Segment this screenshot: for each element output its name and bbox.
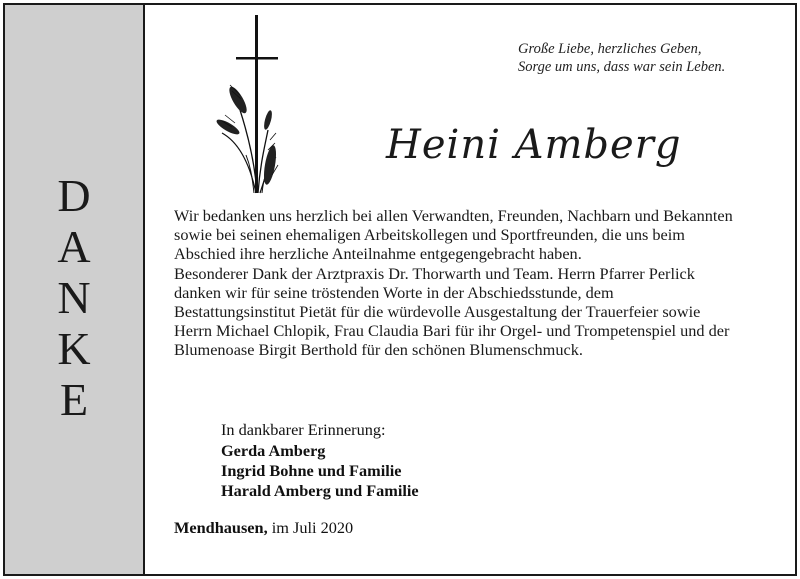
thanks-paragraph: Besonderer Dank der Arztpraxis Dr. Thorwarth und Team. Herrn Pfarrer Perlick danken wir für seine tröstenden Worte in der Abschiedsstunde, dem Bestattungsinstitut Pietät für die würdevolle Ausgestaltung der Trauerfeier sowie Herrn Michael Chlopik, Frau Claudia Bari für ihr Orgel- und Trompetenspiel und der Blumenoase Birgit Berthold für den schönen Blumenschmuck. (174, 263, 730, 360)
signatory: Ingrid Bohne und Familie (221, 461, 402, 480)
deceased-name: Heini Amberg (386, 122, 682, 168)
cross-with-wheat-icon (210, 15, 300, 205)
epitaph-quote (518, 40, 725, 76)
closing-label: In dankbarer Erinnerung: (221, 420, 386, 439)
quote-line: Große Liebe, herzliches Geben, (518, 41, 702, 57)
danke-letter: K (57, 323, 91, 374)
place-date-line (174, 518, 353, 538)
thanks-paragraph: Wir bedanken uns herzlich bei allen Verwandten, Freunden, Nachbarn und Bekannten sowie bei seinen ehemaligen Arbeitskollegen und Sportfreunden, die uns beim Abschied ihre herzliche Anteilnahme entgegengebracht haben. (174, 206, 733, 264)
danke-letter: A (57, 221, 91, 272)
danke-letter: D (57, 170, 91, 221)
signatory: Harald Amberg und Familie (221, 481, 419, 500)
danke-letter: N (57, 272, 91, 323)
closing-block (221, 420, 419, 501)
place: Mendhausen, (174, 518, 268, 537)
thanks-text (174, 206, 734, 360)
signatory: Gerda Amberg (221, 441, 326, 460)
side-panel (5, 5, 145, 574)
danke-letter: E (59, 374, 89, 425)
date: im Juli 2020 (271, 518, 354, 537)
danke-vertical-title (5, 170, 143, 425)
quote-line: Sorge um uns, dass war sein Leben. (518, 59, 726, 75)
